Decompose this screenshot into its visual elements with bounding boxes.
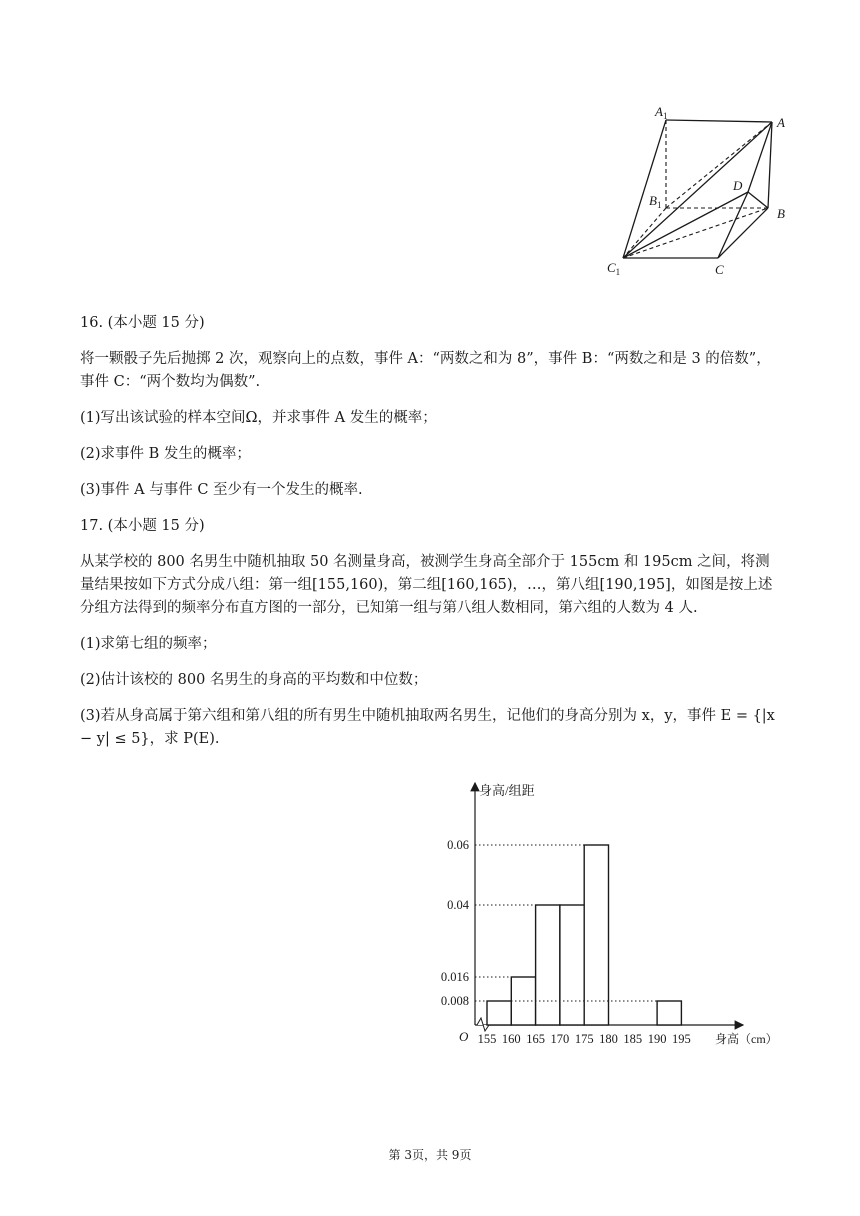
edge-a1-a bbox=[666, 120, 772, 122]
edge-c-b bbox=[718, 208, 768, 258]
problem-text bbox=[80, 312, 780, 764]
histogram-figure bbox=[415, 775, 810, 1055]
label-c1: $C_1$ bbox=[607, 260, 621, 277]
histogram-bar-165-170 bbox=[536, 905, 560, 1025]
problem-17-q2: (2)估计该校的 800 名男生的身高的平均数和中位数； bbox=[80, 672, 428, 688]
prism-figure bbox=[600, 100, 800, 285]
x-tick-label-170: 170 bbox=[550, 1032, 570, 1046]
x-tick-label-165: 165 bbox=[526, 1032, 545, 1046]
problem-16-header: 16. (本小题 15 分) bbox=[80, 315, 205, 331]
edge-c1-d bbox=[623, 192, 748, 258]
problem-17-header: 17. (本小题 15 分) bbox=[80, 518, 205, 534]
label-a: A bbox=[777, 115, 785, 130]
x-tick-label-195: 195 bbox=[672, 1032, 691, 1046]
hidden-edge-b1-a bbox=[666, 122, 772, 208]
problem-17-q3: (3)若从身高属于第六组和第八组的所有男生中随机抽取两名男生，记他们的身高分别为 x，y，事件 E = {|x − y| ≤ 5}，求 P(E). bbox=[80, 708, 775, 747]
hidden-edge-c1-b bbox=[623, 208, 768, 258]
edge-a-b bbox=[768, 122, 772, 208]
y-tick-label-0.016: 0.016 bbox=[440, 970, 469, 984]
y-tick-label-0.04: 0.04 bbox=[447, 898, 469, 912]
problem-16-stem: 将一颗骰子先后抛掷 2 次，观察向上的点数，事件 A：“两数之和为 8”，事件 B：“两数之和是 3 的倍数”，事件 C：“两个数均为偶数”. bbox=[80, 351, 771, 390]
problem-16-q2: (2)求事件 B 发生的概率； bbox=[80, 446, 251, 462]
edge-c1-a bbox=[623, 122, 772, 258]
x-tick-label-185: 185 bbox=[623, 1032, 643, 1046]
histogram-bar-190-195 bbox=[657, 1001, 681, 1025]
x-axis-label: 身高（cm） bbox=[715, 1032, 778, 1046]
label-b1: $B_1$ bbox=[649, 193, 662, 210]
problem-16-q1: (1)写出该试验的样本空间Ω，并求事件 A 发生的概率； bbox=[80, 410, 437, 426]
problem-17-stem: 从某学校的 800 名男生中随机抽取 50 名测量身高，被测学生身高全部介于 155cm 和 195cm 之间，将测量结果按如下方式分成八组：第一组[155,160)，第二组[160,165)，…，第八组[190,195]，如图是按上述分组方法得到的频率分布直方图的一部分，已知第一组与第八组人数相同，第六组的人数为 4 人. bbox=[80, 554, 773, 616]
y-tick-label-0.008: 0.008 bbox=[440, 994, 469, 1008]
edge-d-b bbox=[748, 192, 768, 208]
x-tick-label-160: 160 bbox=[501, 1032, 521, 1046]
x-tick-label-180: 180 bbox=[599, 1032, 618, 1046]
x-tick-label-155: 155 bbox=[477, 1032, 497, 1046]
y-axis-label: 身高/组距 bbox=[479, 783, 535, 798]
histogram-bar-155-160 bbox=[487, 1001, 511, 1025]
label-d: D bbox=[733, 178, 743, 193]
label-a1: $A_1$ bbox=[655, 104, 668, 121]
edge-a1-c1 bbox=[623, 120, 666, 258]
problem-16-q3: (3)事件 A 与事件 C 至少有一个发生的概率. bbox=[80, 482, 363, 498]
origin-label: O bbox=[459, 1029, 469, 1044]
histogram-bar-175-180 bbox=[584, 845, 608, 1025]
x-tick-label-190: 190 bbox=[647, 1032, 667, 1046]
label-b: B bbox=[777, 206, 785, 221]
histogram-bar-170-175 bbox=[560, 905, 584, 1025]
y-tick-label-0.06: 0.06 bbox=[447, 838, 469, 852]
x-tick-label-175: 175 bbox=[574, 1032, 594, 1046]
edge-d-c bbox=[718, 192, 748, 258]
problem-17-q1: (1)求第七组的频率； bbox=[80, 636, 217, 652]
page-footer: 第 3页，共 9页 bbox=[388, 1148, 472, 1162]
label-c: C bbox=[715, 262, 724, 277]
